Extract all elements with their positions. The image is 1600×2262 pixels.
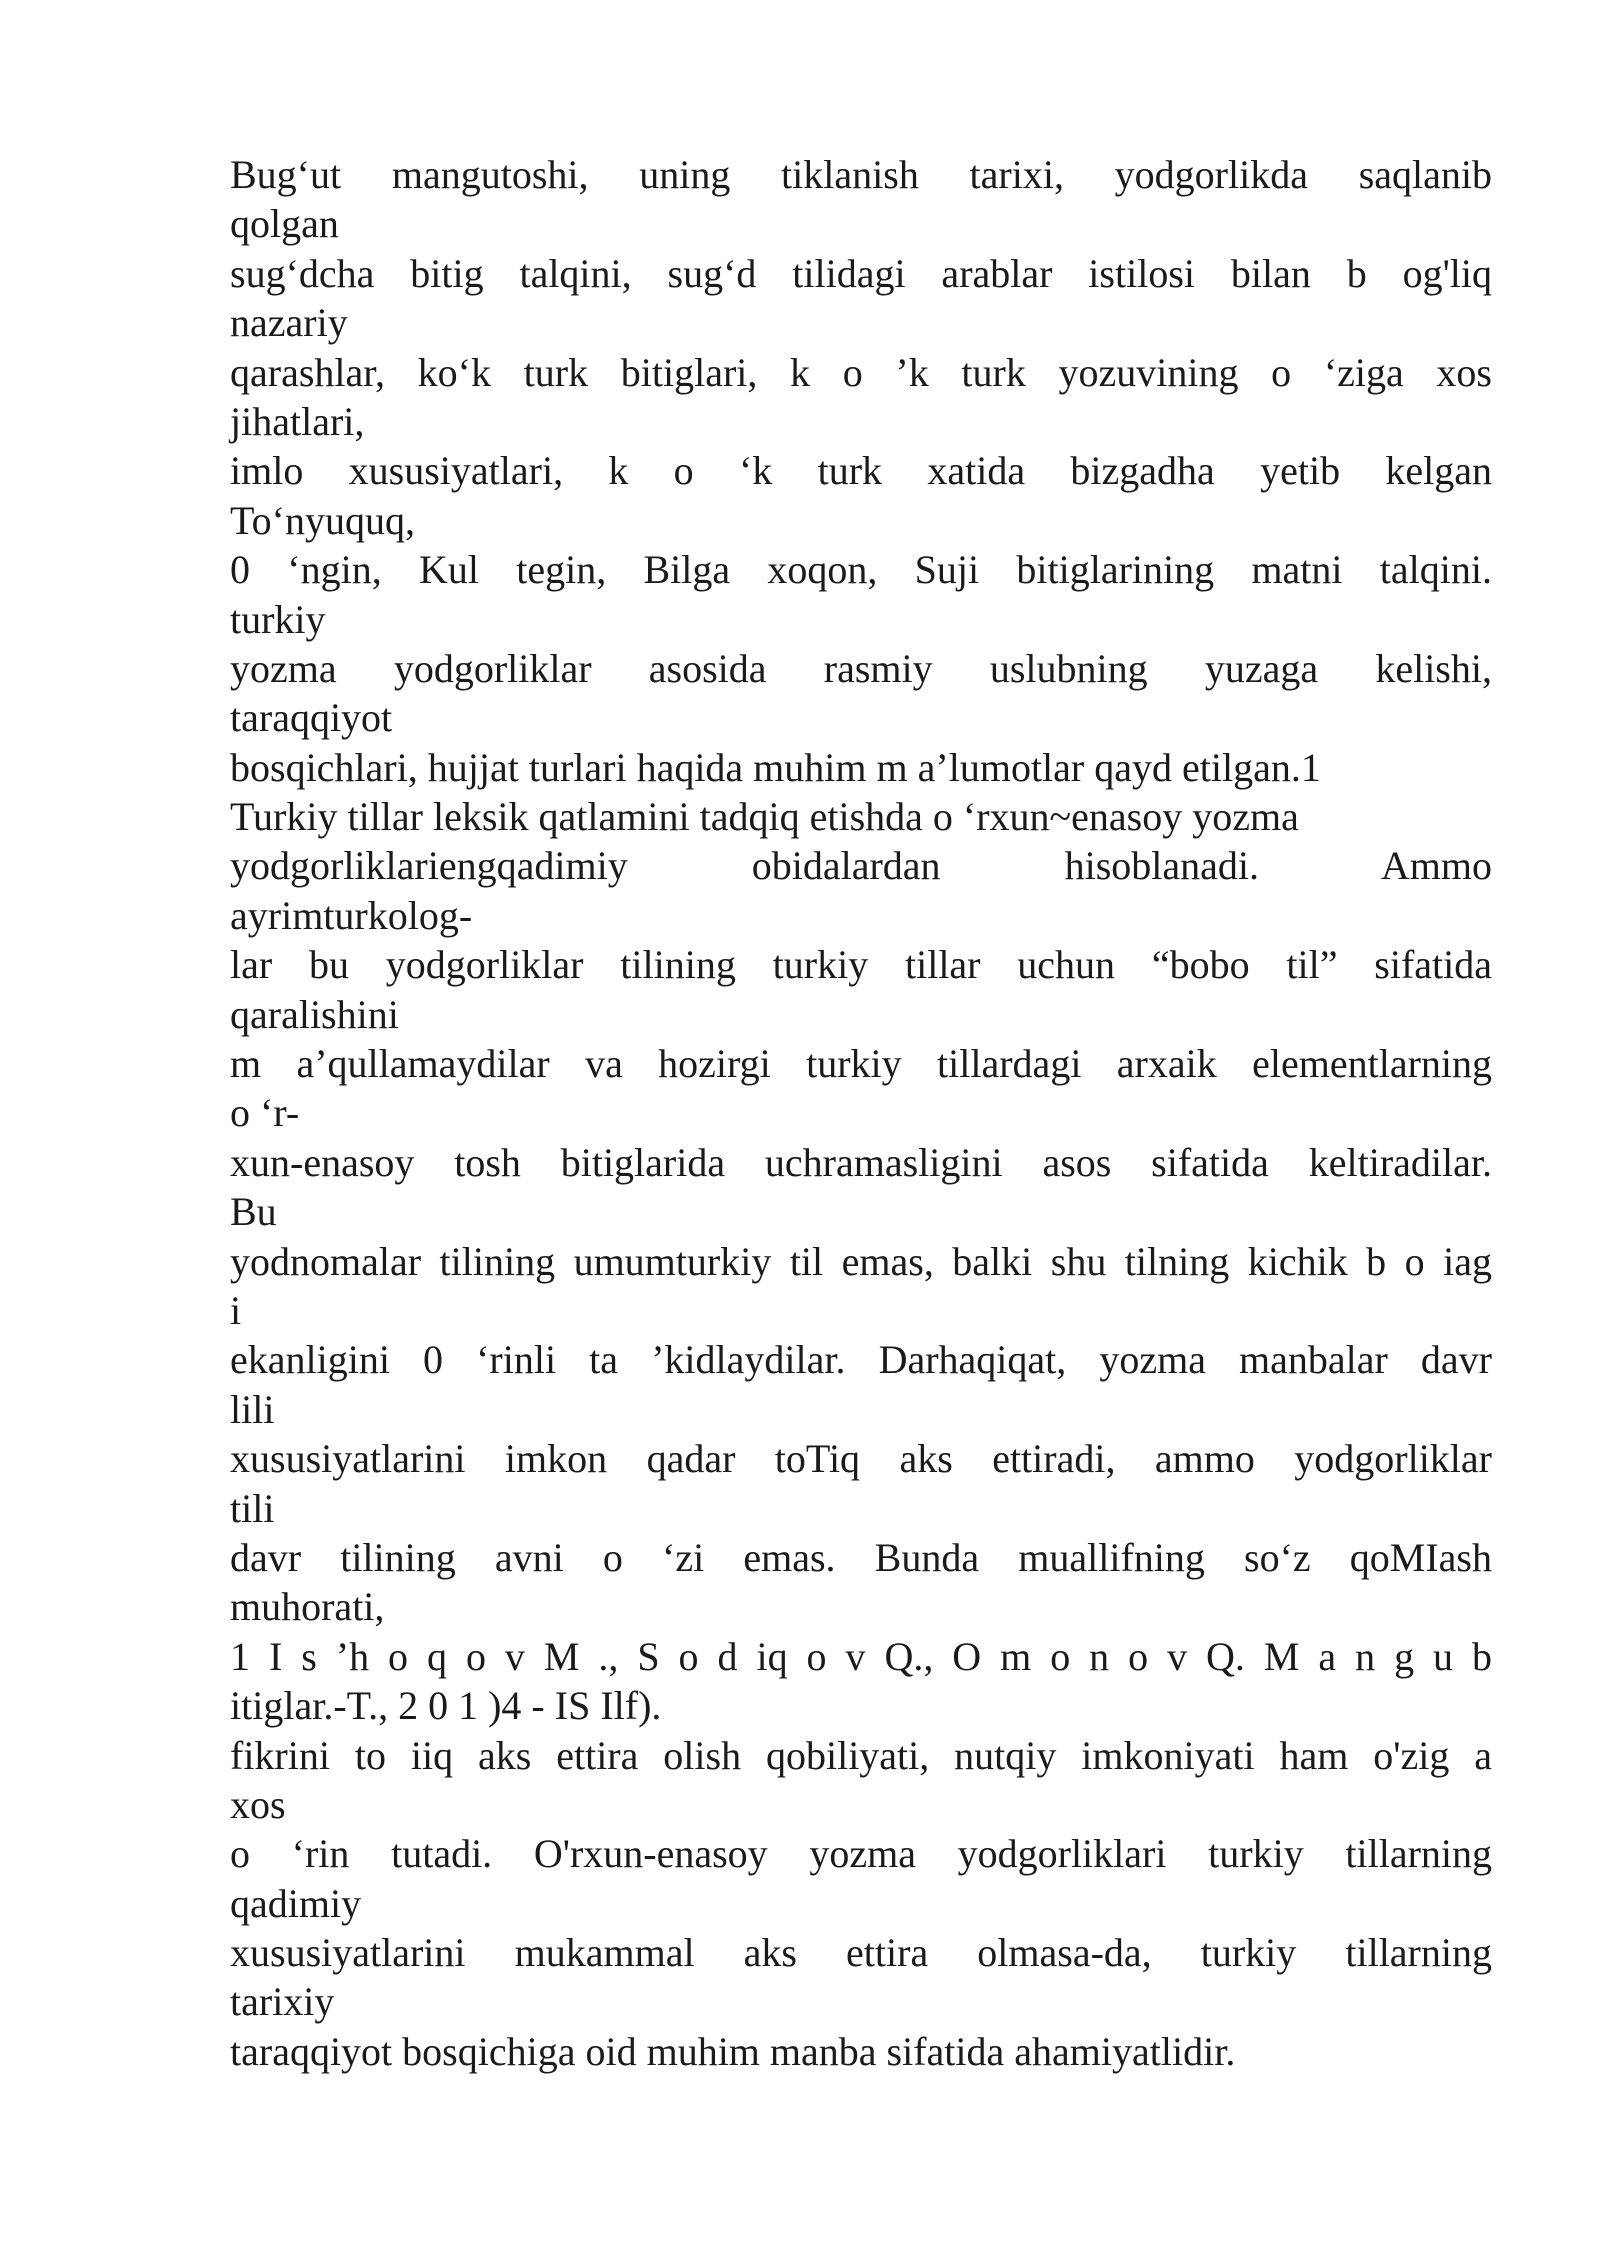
text-line: Turkiy tillar leksik qatlamini tadqiq etishda o ‘rxun~enasoy yozma bbox=[230, 794, 1299, 840]
text-line: taraqqiyot bbox=[230, 695, 393, 741]
text-line: tili bbox=[230, 1485, 275, 1531]
text-line: tarixiy bbox=[230, 1979, 335, 2025]
text-line: lili bbox=[230, 1386, 275, 1432]
text-line: yodnomalar tilining umumturkiy til emas, balki shu tilning kichik b o iag bbox=[230, 1238, 1492, 1284]
text-line: o ‘rin tutadi. O'rxun-enasoy yozma yodgorliklari turkiy tillarning bbox=[230, 1831, 1492, 1877]
text-line: sug‘dcha bitig talqini, sug‘d tilidagi arablar istilosi bilan b og'liq bbox=[230, 250, 1492, 296]
text-line: qadimiy bbox=[230, 1880, 362, 1926]
text-line: xun-enasoy tosh bitiglarida uchramasligini asos sifatida keltiradilar. bbox=[230, 1139, 1492, 1185]
text-line: xususiyatlarini mukammal aks ettira olmasa-da, turkiy tillarning bbox=[230, 1930, 1492, 1976]
text-line: qaralishini bbox=[230, 991, 399, 1037]
text-line: To‘nyuquq, bbox=[230, 497, 415, 543]
text-line: turkiy bbox=[230, 596, 326, 642]
text-line: Bug‘ut mangutoshi, uning tiklanish tarixi, yodgorlikda saqlanib bbox=[230, 152, 1492, 197]
text-line: qarashlar, ko‘k turk bitiglari, k o ’k turk yozuvining o ‘ziga xos bbox=[230, 349, 1492, 395]
text-line: ayrimturkolog- bbox=[230, 892, 473, 938]
text-line: imlo xususiyatlari, k o ‘k turk xatida bizgadha yetib kelgan bbox=[230, 448, 1492, 494]
text-line: fikrini to iiq aks ettira olish qobiliyati, nutqiy imkoniyati ham o'zig a bbox=[230, 1732, 1492, 1778]
text-line: jihatlari, bbox=[230, 398, 365, 444]
text-line: i bbox=[230, 1287, 242, 1333]
text-line: yozma yodgorliklar asosida rasmiy uslubning yuzaga kelishi, bbox=[230, 645, 1492, 691]
text-line: muhorati, bbox=[230, 1584, 385, 1630]
text-line: ekanligini 0 ‘rinli ta ’kidlaydilar. Darhaqiqat, yozma manbalar davr bbox=[230, 1337, 1492, 1383]
text-line: lar bu yodgorliklar tilining turkiy tillar uchun “bobo til” sifatida bbox=[230, 942, 1492, 988]
text-line: yodgorliklariengqadimiy obidalardan hisoblanadi. Ammo bbox=[230, 843, 1492, 889]
text-line: xos bbox=[230, 1781, 286, 1827]
text-line: taraqqiyot bosqichiga oid muhim manba sifatida ahamiyatlidir. bbox=[230, 2028, 1236, 2074]
text-line: itiglar.-T., 2 0 1 )4 - IS Ilf). bbox=[230, 1683, 662, 1729]
body-text bbox=[230, 150, 1492, 2076]
text-line: o ‘r- bbox=[230, 1090, 300, 1136]
text-line: Bu bbox=[230, 1189, 277, 1235]
text-line: m a’qullamaydilar va hozirgi turkiy tillardagi arxaik elementlarning bbox=[230, 1041, 1492, 1087]
text-line: 1 I s ’h o q o v M ., S o d iq o v Q., O m o n o v Q. M a n g u b bbox=[230, 1633, 1492, 1679]
text-line: nazariy bbox=[230, 300, 348, 346]
text-line: xususiyatlarini imkon qadar toTiq aks ettiradi, ammo yodgorliklar bbox=[230, 1436, 1492, 1482]
text-line: bosqichlari, hujjat turlari haqida muhim m a’lumotlar qayd etilgan.1 bbox=[230, 744, 1321, 790]
text-line: davr tilining avni o ‘zi emas. Bunda muallifning so‘z qoMIash bbox=[230, 1534, 1492, 1580]
text-line: qolgan bbox=[230, 201, 339, 247]
text-line: 0 ‘ngin, Kul tegin, Bilga xoqon, Suji bitiglarining matni talqini. bbox=[230, 547, 1492, 593]
